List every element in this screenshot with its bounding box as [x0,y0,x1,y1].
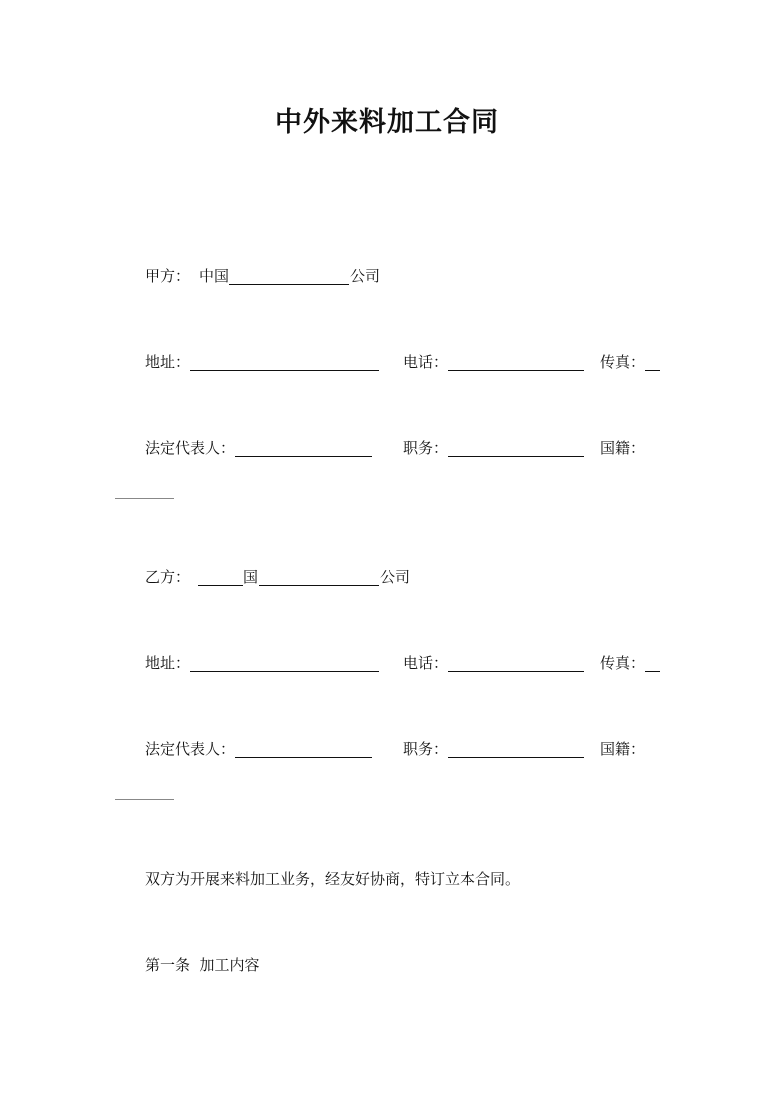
party-a-fax-blank [645,370,660,371]
party-a-position-label: 职务： [403,439,449,457]
party-a-rep-label: 法定代表人： [145,439,236,457]
party-a-company-blank [229,284,349,285]
party-b-phone-blank [448,671,584,672]
party-b-fax-blank [645,671,660,672]
party-b-address-blank [190,671,379,672]
party-a-name-suffix: 公司 [350,267,381,285]
party-a-nationality-blank [115,498,174,499]
party-a-position-blank [448,456,584,457]
party-a-phone-blank [448,370,584,371]
party-b-phone-label: 电话： [403,654,449,672]
intro-paragraph: 双方为开展来料加工业务，经友好协商，特订立本合同。 [145,870,521,888]
party-b-fax-label: 传真： [600,654,646,672]
party-b-position-label: 职务： [403,740,449,758]
party-b-country-blank [198,585,243,586]
party-a-name-prefix: 中国 [199,267,230,285]
party-b-label: 乙方： [145,568,191,586]
document-title: 中外来料加工合同 [275,107,499,138]
party-a-address-blank [190,370,379,371]
party-a-nationality-label: 国籍： [600,439,646,457]
party-a-fax-label: 传真： [600,353,646,371]
party-b-address-label: 地址： [145,654,191,672]
party-b-nationality-label: 国籍： [600,740,646,758]
party-b-name-middle: 国 [243,568,259,586]
party-b-rep-label: 法定代表人： [145,740,236,758]
party-b-nationality-blank [115,799,174,800]
party-a-phone-label: 电话： [403,353,449,371]
party-a-label: 甲方： [145,267,191,285]
party-b-company-blank [259,585,379,586]
party-b-rep-blank [235,757,372,758]
party-b-name-suffix: 公司 [380,568,411,586]
party-a-address-label: 地址： [145,353,191,371]
article-1-heading: 第一条 加工内容 [145,956,260,974]
party-a-rep-blank [235,456,372,457]
party-b-position-blank [448,757,584,758]
